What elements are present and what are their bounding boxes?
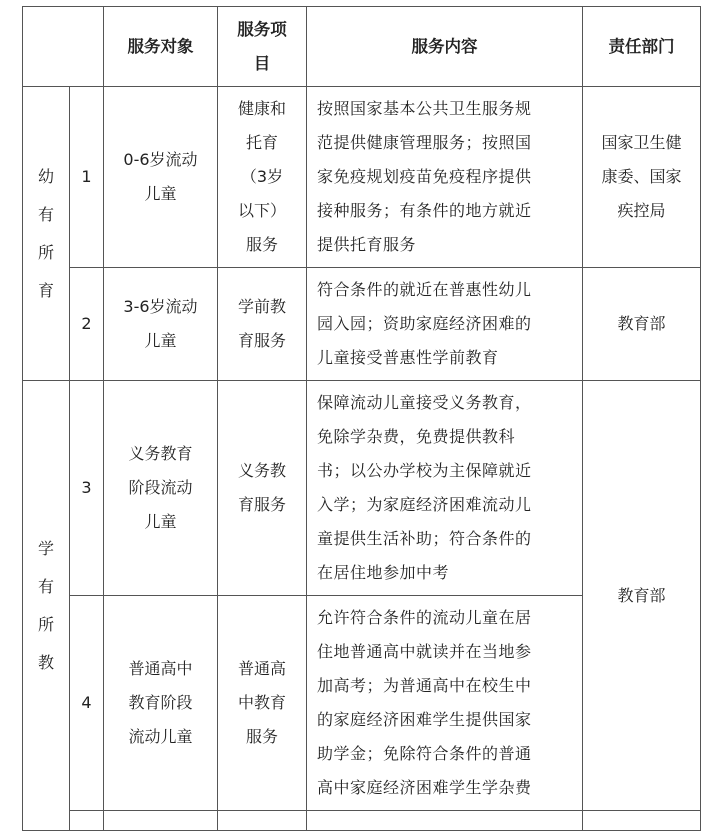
cell-line: 康委、国家	[601, 167, 682, 186]
dept-cell	[583, 87, 701, 268]
row-number: 4	[70, 596, 104, 811]
cell-line: 儿童接受普惠性学前教育	[317, 348, 499, 367]
content-cell	[307, 596, 583, 811]
cell-line: 普通高	[237, 659, 286, 678]
cell-line: 教育部	[617, 585, 666, 605]
cell-line: 童提供生活补助；符合条件的	[317, 529, 532, 548]
category-char: 教	[37, 652, 54, 672]
header-item-line: 目	[253, 53, 271, 73]
item-cell	[218, 381, 307, 596]
cell-line: 儿童	[144, 512, 177, 531]
category-char: 有	[37, 576, 54, 596]
cell-line: 家免疫规划疫苗免疫程序提供	[317, 167, 532, 186]
content-cell	[307, 381, 583, 596]
target-cell	[104, 596, 218, 811]
row-number: 2	[70, 268, 104, 381]
cell-line: 园入园；资助家庭经济困难的	[317, 314, 532, 333]
cell-line: 义务教	[237, 461, 286, 480]
partial-cell	[104, 811, 218, 831]
cell-line: 以下）	[237, 201, 286, 220]
cell-line: 育服务	[237, 331, 286, 350]
cell-line: 儿童	[144, 331, 177, 350]
table-row-partial	[23, 811, 701, 831]
cell-line: 免除学杂费，免费提供教科	[317, 427, 516, 446]
cell-line: 入学；为家庭经济困难流动儿	[317, 495, 532, 514]
dept-cell	[583, 381, 701, 811]
target-cell	[104, 381, 218, 596]
cell-line: 的家庭经济困难学生提供国家	[317, 710, 532, 729]
partial-cell	[218, 811, 307, 831]
cell-line: 国家卫生健	[601, 133, 682, 152]
cell-line: 高中家庭经济困难学生学杂费	[317, 778, 532, 797]
cell-line: 允许符合条件的流动儿童在居	[317, 608, 532, 627]
cell-line: 0-6岁流动	[123, 150, 198, 169]
cell-line: 在居住地参加中考	[317, 563, 450, 582]
table-row	[23, 87, 701, 268]
cell-line: 加高考；为普通高中在校生中	[317, 676, 532, 695]
cell-line: 普通高中	[128, 659, 193, 678]
header-item	[218, 7, 307, 87]
cell-line: 教育阶段	[128, 693, 193, 712]
category-char: 有	[37, 204, 54, 224]
partial-cell	[70, 811, 104, 831]
header-content: 服务内容	[307, 7, 583, 87]
table-row	[23, 381, 701, 596]
cell-line: 阶段流动	[128, 478, 193, 497]
category-char: 所	[37, 614, 54, 634]
cell-line: 保障流动儿童接受义务教育，	[317, 393, 532, 412]
row-number: 3	[70, 381, 104, 596]
cell-line: 书；以公办学校为主保障就近	[317, 461, 532, 480]
cell-line: 提供托育服务	[317, 235, 417, 254]
cell-line: 疾控局	[617, 201, 666, 220]
content-cell	[307, 87, 583, 268]
category-char: 育	[37, 280, 54, 300]
header-dept: 责任部门	[583, 7, 701, 87]
header-target: 服务对象	[104, 7, 218, 87]
cell-line: 3-6岁流动	[123, 297, 198, 316]
cell-line: 流动儿童	[128, 727, 193, 746]
cell-line: 儿童	[144, 184, 177, 203]
cell-line: 中教育	[237, 693, 286, 712]
cell-line: 住地普通高中就读并在当地参	[317, 642, 532, 661]
cell-line: 育服务	[237, 495, 286, 514]
cell-line: 符合条件的就近在普惠性幼儿	[317, 280, 532, 299]
target-cell	[104, 87, 218, 268]
partial-cell	[583, 811, 701, 831]
row-number: 1	[70, 87, 104, 268]
table-row	[23, 268, 701, 381]
content-cell	[307, 268, 583, 381]
category-char: 学	[37, 538, 54, 558]
header-item-line: 服务项	[237, 19, 287, 39]
category-cell	[23, 87, 70, 381]
cell-line: 健康和	[237, 99, 286, 118]
cell-line: 按照国家基本公共卫生服务规	[317, 99, 532, 118]
cell-line: （3岁	[240, 167, 284, 186]
cell-line: 服务	[245, 235, 278, 254]
header-blank	[23, 7, 104, 87]
dept-cell	[583, 268, 701, 381]
cell-line: 教育部	[617, 314, 666, 333]
service-table	[22, 6, 701, 831]
cell-line: 接种服务；有条件的地方就近	[317, 201, 532, 220]
category-char: 所	[37, 242, 54, 262]
cell-line: 义务教育	[128, 444, 193, 463]
header-row	[23, 7, 701, 87]
partial-cell	[307, 811, 583, 831]
item-cell	[218, 268, 307, 381]
cell-line: 学前教	[237, 297, 286, 316]
category-char: 幼	[37, 166, 54, 186]
cell-line: 服务	[245, 727, 278, 746]
cell-line: 托育	[245, 133, 278, 152]
cell-line: 范提供健康管理服务；按照国	[317, 133, 532, 152]
item-cell	[218, 596, 307, 811]
target-cell	[104, 268, 218, 381]
cell-line: 助学金；免除符合条件的普通	[317, 744, 532, 763]
category-cell	[23, 381, 70, 831]
item-cell	[218, 87, 307, 268]
